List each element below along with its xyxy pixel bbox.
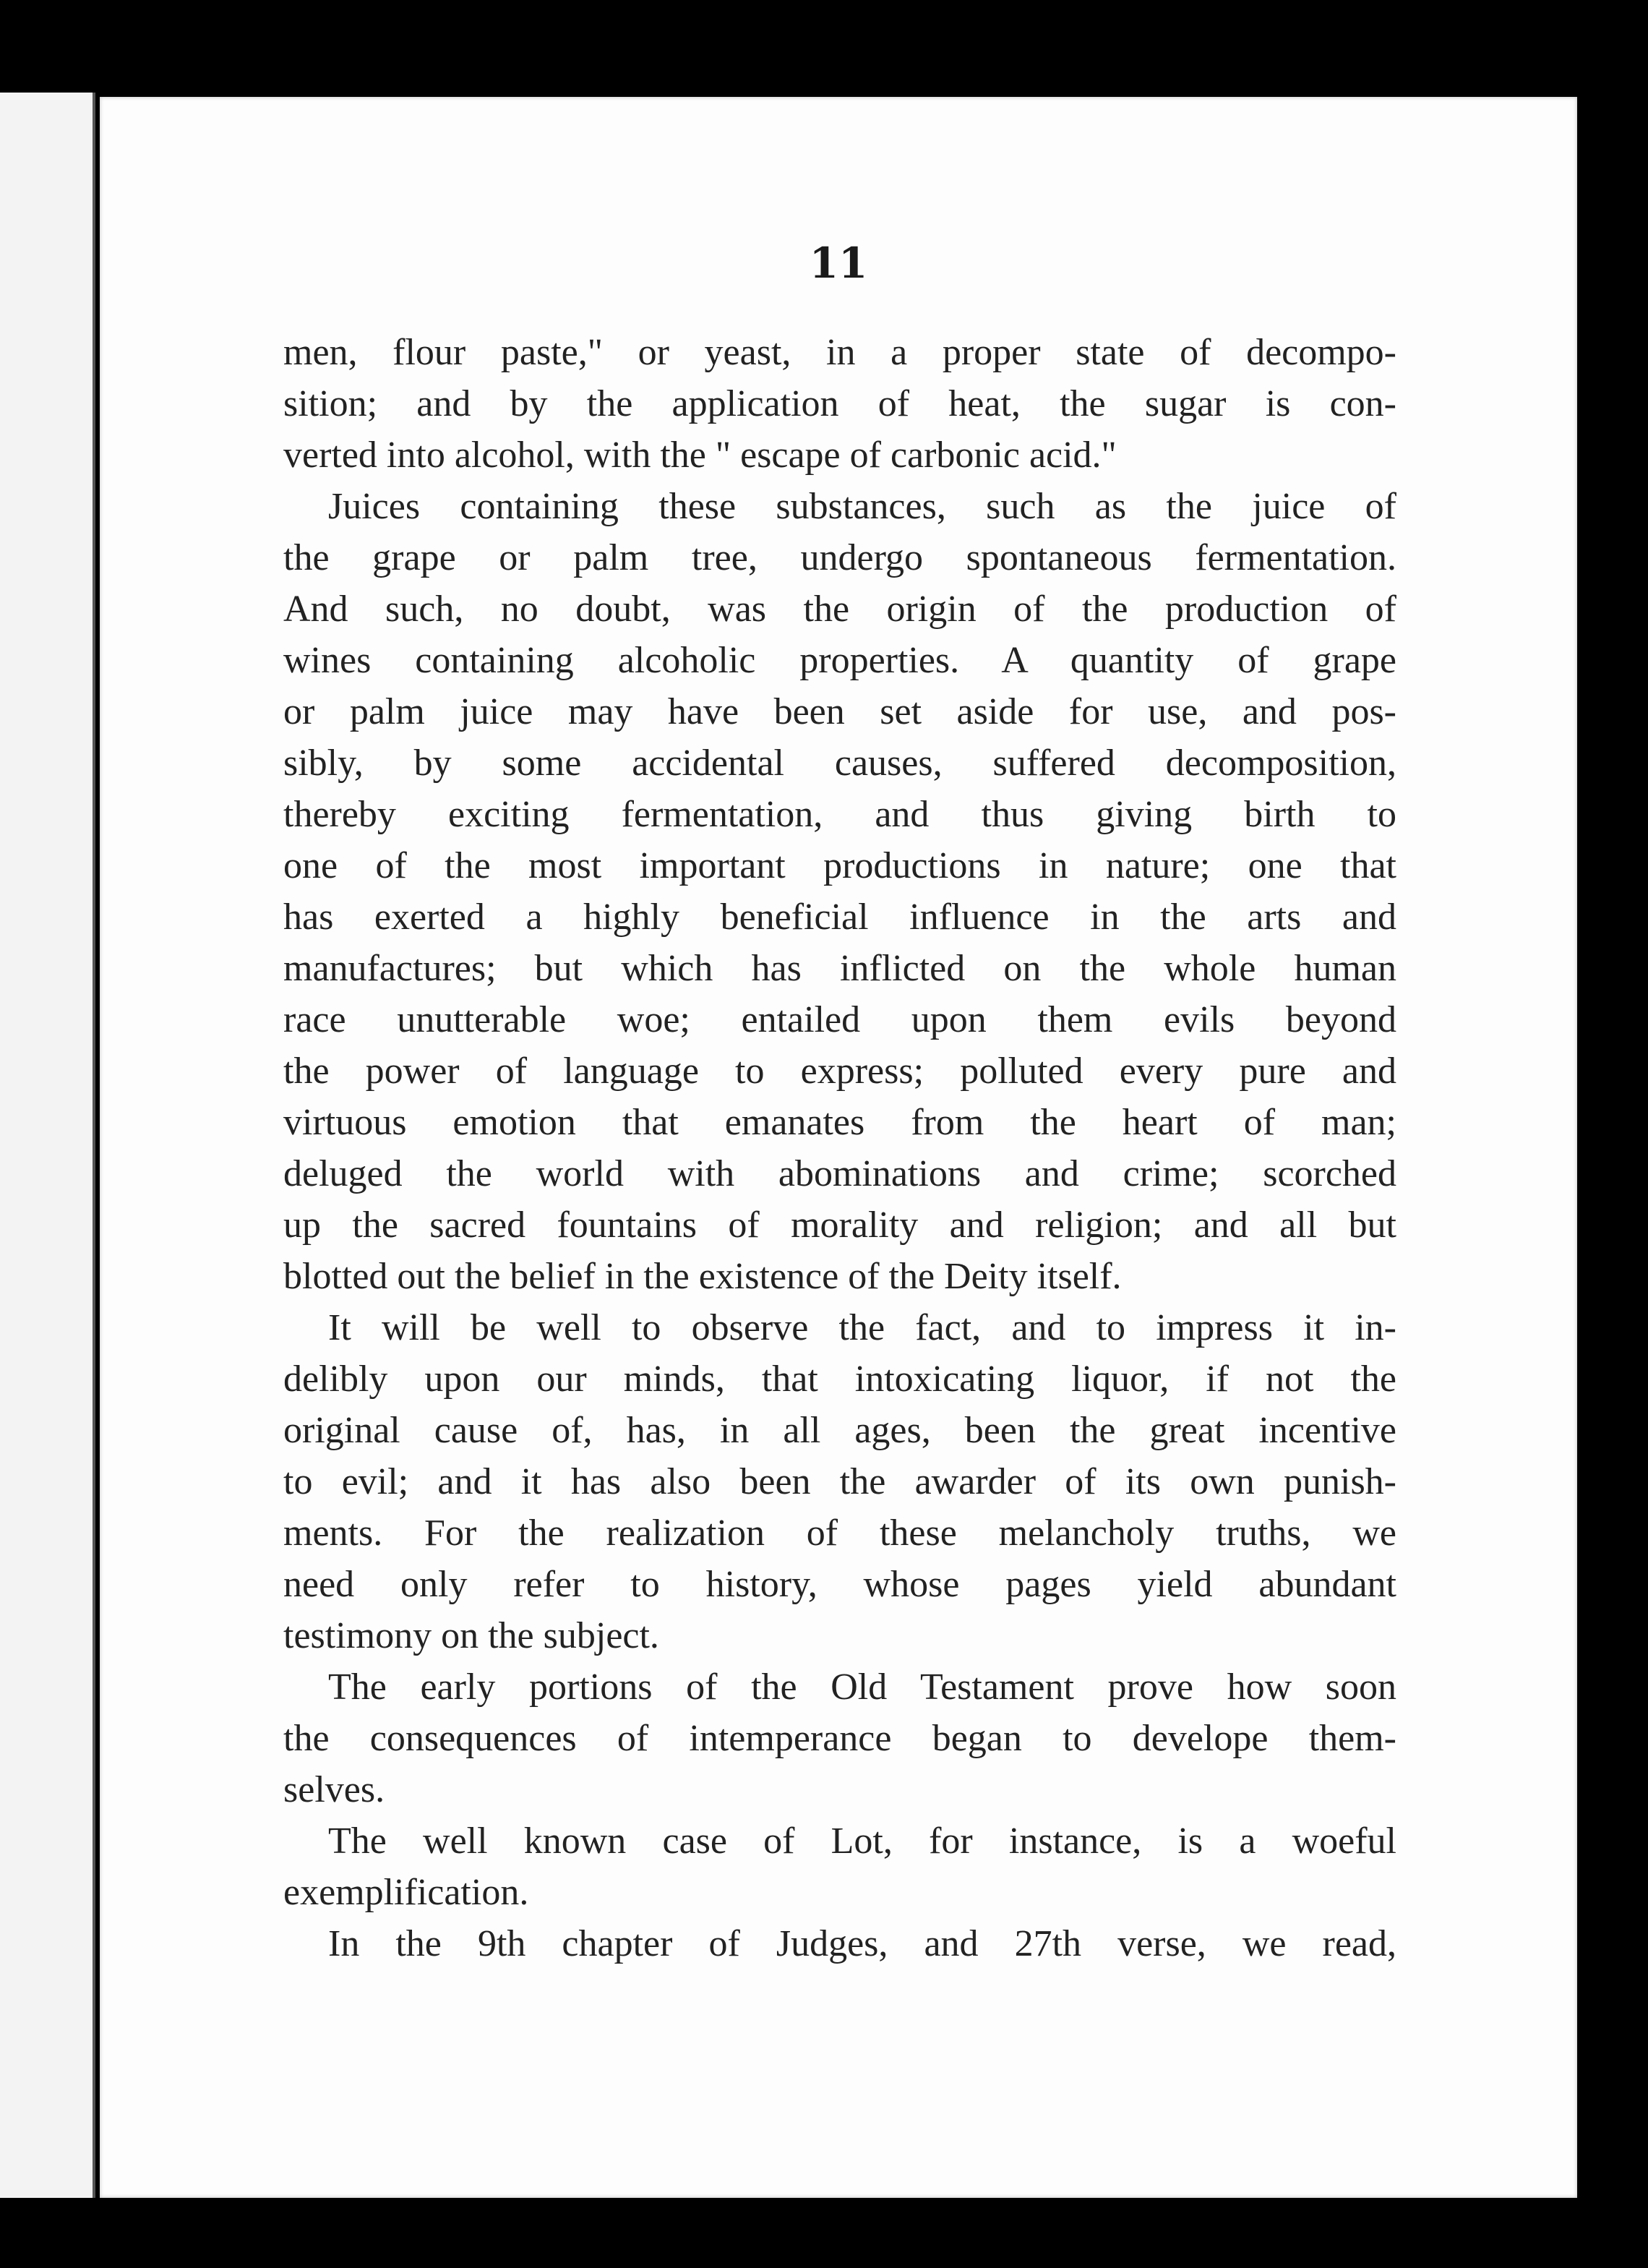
text-line: or palm juice may have been set aside for use, and pos-	[283, 691, 1396, 732]
text-line: The early portions of the Old Testament prove how soon	[328, 1666, 1396, 1708]
text-line: sibly, by some accidental causes, suffered decomposition,	[283, 743, 1396, 784]
text-line: wines containing alcoholic properties. A quantity of grape	[283, 640, 1396, 681]
text-line: race unutterable woe; entailed upon them evils beyond	[283, 999, 1396, 1040]
text-line: ments. For the realization of these melancholy truths, we	[283, 1512, 1396, 1554]
text-line: thereby exciting fermentation, and thus giving birth to	[283, 794, 1396, 835]
text-line: Juices containing these substances, such as the juice of	[328, 486, 1396, 527]
page-number: 11	[809, 239, 868, 288]
text-line: need only refer to history, whose pages yield abundant	[283, 1564, 1396, 1605]
text-line: selves.	[283, 1769, 385, 1810]
text-line: one of the most important productions in nature; one that	[283, 845, 1396, 886]
text-line: In the 9th chapter of Judges, and 27th verse, we read,	[328, 1923, 1396, 1964]
text-line: original cause of, has, in all ages, been the great incentive	[283, 1410, 1396, 1451]
book-page	[100, 97, 1577, 2198]
paragraph	[283, 1815, 1396, 1918]
paragraph	[283, 327, 1396, 481]
text-line: the power of language to express; polluted every pure and	[283, 1050, 1396, 1092]
text-line: deluged the world with abominations and crime; scorched	[283, 1153, 1396, 1194]
text-line: delibly upon our minds, that intoxicating liquor, if not the	[283, 1358, 1396, 1400]
paragraph	[283, 1302, 1396, 1661]
paragraph	[283, 1918, 1396, 1969]
text-line: up the sacred fountains of morality and religion; and all but	[283, 1204, 1396, 1246]
text-line: verted into alcohol, with the " escape of carbonic acid."	[283, 435, 1117, 476]
text-line: virtuous emotion that emanates from the heart of man;	[283, 1102, 1396, 1143]
text-line: testimony on the subject.	[283, 1615, 659, 1656]
page-body	[283, 327, 1396, 1969]
text-line: exemplification.	[283, 1872, 529, 1913]
paragraph	[283, 1661, 1396, 1815]
text-line: men, flour paste," or yeast, in a proper state of decompo-	[283, 332, 1396, 373]
text-line: to evil; and it has also been the awarder of its own punish-	[283, 1461, 1396, 1502]
text-line: The well known case of Lot, for instance, is a woeful	[328, 1820, 1396, 1862]
text-line: the grape or palm tree, undergo spontaneous fermentation.	[283, 537, 1396, 578]
text-line: has exerted a highly beneficial influence in the arts and	[283, 896, 1396, 938]
paragraph	[283, 481, 1396, 1302]
text-line: manufactures; but which has inflicted on the whole human	[283, 948, 1396, 989]
text-line: And such, no doubt, was the origin of the production of	[283, 589, 1396, 630]
text-line: sition; and by the application of heat, the sugar is con-	[283, 383, 1396, 424]
text-line: blotted out the belief in the existence of the Deity itself.	[283, 1256, 1122, 1297]
adjacent-page-edge	[0, 93, 95, 2198]
text-line: the consequences of intemperance began to develope them-	[283, 1718, 1396, 1759]
text-line: It will be well to observe the fact, and to impress it in-	[328, 1307, 1396, 1348]
